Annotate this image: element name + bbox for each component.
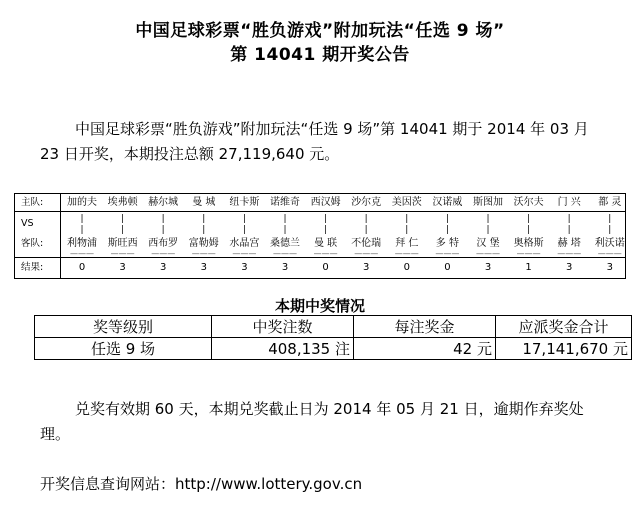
- home-team: 纽卡斯: [229, 197, 260, 208]
- home-team: 埃弗顿: [107, 197, 138, 208]
- match-result: 3: [566, 262, 573, 273]
- dash-mark: ———: [516, 249, 541, 258]
- match-result: 1: [525, 262, 532, 273]
- away-team: 西布罗: [148, 238, 179, 249]
- match-result: 0: [322, 262, 329, 273]
- match-result: 3: [281, 262, 289, 273]
- match-result: 3: [119, 262, 126, 273]
- away-team: 汉 堡: [476, 238, 500, 249]
- dash-mark: ———: [597, 249, 622, 258]
- vs-mark: |: [405, 214, 409, 224]
- vs-mark: |: [161, 225, 165, 235]
- prize-count: 408,135 注: [212, 338, 354, 360]
- home-team: 加的夫: [67, 197, 97, 208]
- dash-mark: ———: [273, 249, 297, 258]
- home-team: 曼 城: [192, 197, 216, 208]
- prize-row: [35, 338, 632, 360]
- dash-mark: ———: [557, 249, 582, 258]
- announcement-subtitle: 第 14041 期开奖公告: [230, 45, 410, 65]
- header-per-bet: 每注奖金: [354, 316, 496, 338]
- home-team: 美因茨: [391, 197, 422, 208]
- vs-mark: |: [121, 225, 125, 235]
- prize-total: 17,141,670 元: [496, 338, 632, 360]
- match-result: 3: [363, 262, 370, 273]
- vs-mark: |: [608, 214, 612, 224]
- dash-mark: ———: [232, 249, 257, 258]
- home-team: 汉诺威: [432, 197, 463, 208]
- away-team: 利物浦: [67, 238, 97, 249]
- away-row-label: 客队:: [21, 238, 44, 249]
- away-team: 多 特: [435, 238, 459, 249]
- home-team: 沙尔克: [351, 197, 382, 208]
- intro-paragraph: 中国足球彩票“胜负游戏”附加玩法“任选 9 场”第 14041 期于 2014 年 03 月 23 日开奖，本期投注总额 27,119,640 元。: [40, 120, 589, 163]
- dash-mark: ———: [476, 249, 500, 258]
- home-team: 斯图加: [473, 197, 503, 208]
- vs-mark: |: [364, 225, 368, 235]
- dash-mark: ———: [435, 249, 460, 258]
- match-result: 3: [200, 262, 207, 273]
- vs-mark: |: [567, 225, 571, 235]
- away-team: 斯旺西: [107, 238, 138, 249]
- away-team: 拜 仁: [395, 238, 419, 249]
- home-team: 西汉姆: [310, 197, 341, 208]
- dash-mark: ———: [354, 249, 379, 258]
- result-row-label: 结果:: [21, 262, 44, 273]
- match-result: 3: [606, 262, 613, 273]
- away-team: 不伦瑞: [351, 238, 382, 249]
- vs-mark: |: [242, 214, 246, 224]
- vs-row-label: VS: [21, 218, 34, 229]
- vs-mark: |: [80, 214, 84, 224]
- vs-mark: |: [527, 214, 531, 224]
- prize-level: 任选 9 场: [35, 338, 212, 360]
- away-team: 奥格斯: [513, 238, 544, 249]
- vs-mark: |: [364, 214, 368, 224]
- vs-mark: |: [486, 225, 490, 235]
- vs-mark: |: [242, 225, 246, 235]
- home-team: 都 灵: [598, 197, 622, 208]
- home-team: 赫尔城: [148, 197, 179, 208]
- prize-caption: 本期中奖情况: [274, 297, 365, 315]
- away-team: 水晶宫: [229, 238, 260, 249]
- vs-mark: |: [445, 214, 449, 224]
- prize-table: [34, 315, 632, 360]
- dash-mark: ———: [70, 249, 94, 258]
- vs-mark: |: [202, 214, 206, 224]
- away-team: 曼 联: [314, 238, 338, 249]
- vs-mark: |: [121, 214, 125, 224]
- vs-mark: |: [202, 225, 206, 235]
- website-line: 开奖信息查询网站：http://www.lottery.gov.cn: [40, 475, 363, 493]
- header-level: 奖等级别: [35, 316, 212, 338]
- dash-mark: ———: [110, 249, 135, 258]
- away-team: 利沃诺: [594, 238, 625, 249]
- vs-mark: |: [608, 225, 612, 235]
- dash-mark: ———: [151, 249, 176, 258]
- claim-notice: 兑奖有效期 60 天，本期兑奖截止日为 2014 年 05 月 21 日，逾期作弃奖处理。: [40, 400, 584, 443]
- vs-mark: |: [445, 225, 449, 235]
- table-divider: [15, 211, 625, 212]
- match-result: 3: [484, 262, 492, 273]
- vs-mark: |: [324, 225, 328, 235]
- away-team: 桑德兰: [270, 238, 300, 249]
- home-team: 门 兴: [557, 197, 581, 208]
- prize-per-bet: 42 元: [354, 338, 496, 360]
- dash-mark: ———: [191, 249, 216, 258]
- match-result: 3: [160, 262, 167, 273]
- match-result: 0: [78, 262, 86, 273]
- home-row-label: 主队:: [21, 197, 44, 208]
- announcement-title: 中国足球彩票“胜负游戏”附加玩法“任选 9 场”: [135, 21, 505, 41]
- home-team: 诺维奇: [270, 197, 300, 208]
- vs-mark: |: [283, 225, 287, 235]
- vs-mark: |: [486, 214, 490, 224]
- vs-mark: |: [527, 225, 531, 235]
- match-result: 0: [403, 262, 410, 273]
- header-count: 中奖注数: [212, 316, 354, 338]
- away-team: 赫 塔: [557, 238, 581, 249]
- vs-mark: |: [405, 225, 409, 235]
- dash-mark: ———: [394, 249, 419, 258]
- vs-mark: |: [161, 214, 165, 224]
- match-result: 0: [444, 262, 451, 273]
- dash-mark: ———: [313, 249, 338, 258]
- vs-mark: |: [283, 214, 287, 224]
- match-table: [14, 193, 626, 279]
- table-divider: [60, 194, 61, 278]
- home-team: 沃尔夫: [513, 197, 544, 208]
- away-team: 富勒姆: [188, 238, 219, 249]
- match-result: 3: [241, 262, 248, 273]
- vs-mark: |: [324, 214, 328, 224]
- prize-header-row: [35, 316, 632, 338]
- vs-mark: |: [567, 214, 571, 224]
- vs-mark: |: [80, 225, 84, 235]
- header-total: 应派奖金合计: [496, 316, 632, 338]
